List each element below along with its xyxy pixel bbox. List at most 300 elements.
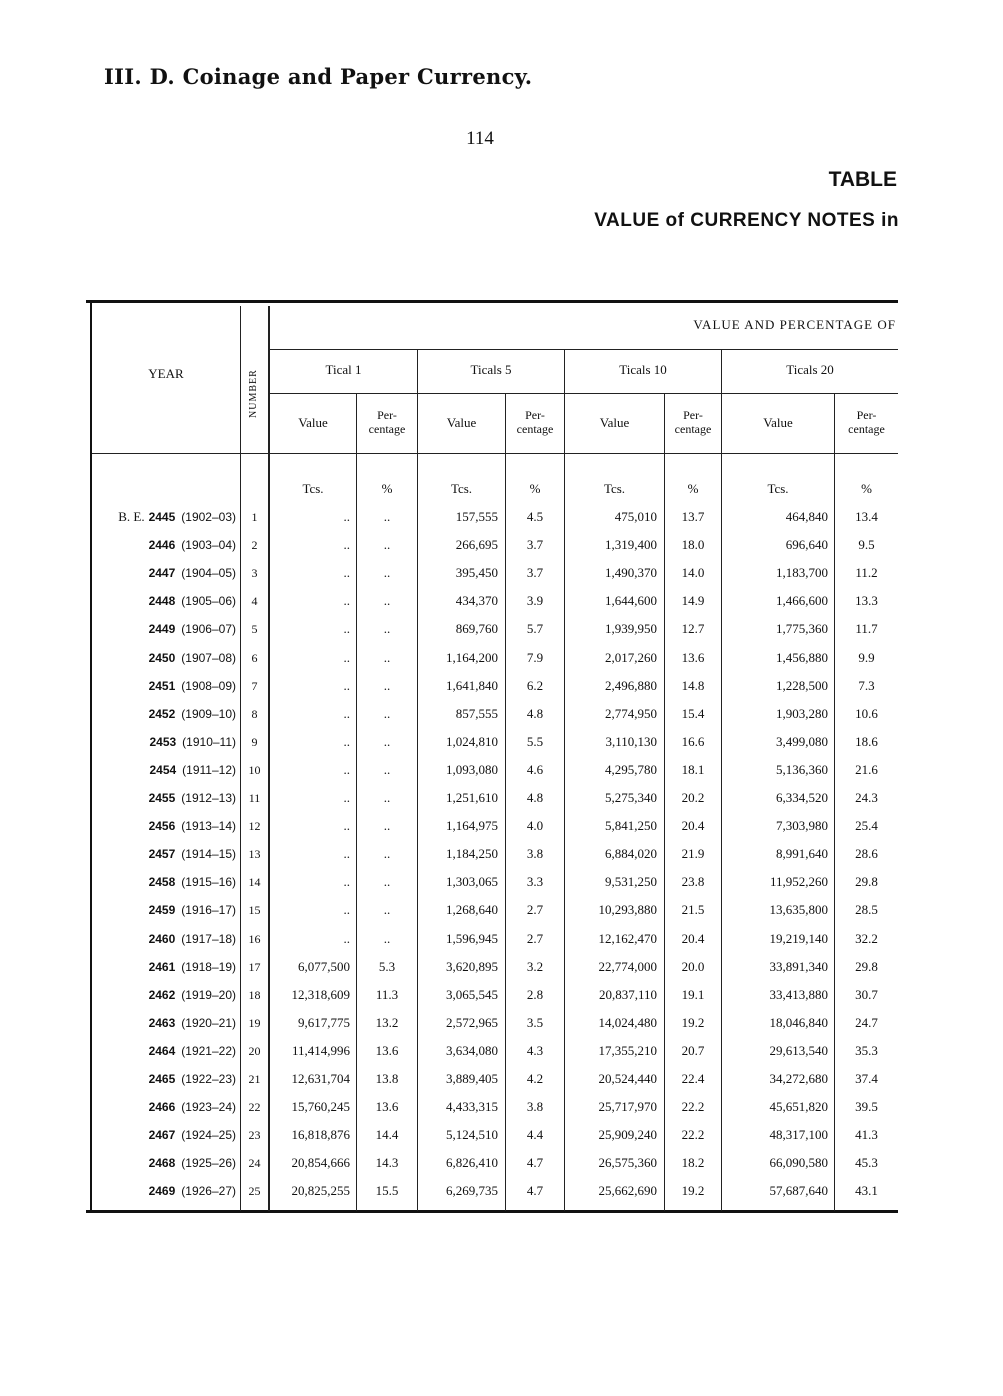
gregorian-years: (1909–10) [181, 706, 236, 721]
value-cell: .. [343, 677, 350, 693]
number-cell: 5 [251, 622, 258, 637]
year-cell [86, 925, 236, 953]
percentage-cell: 10.6 [855, 705, 878, 721]
year-cell [86, 644, 236, 672]
value-cell: 19,219,140 [769, 930, 828, 946]
buddhist-era-year: 2455 [148, 791, 176, 805]
percentage-cell: 11.7 [855, 621, 878, 637]
percentage-cell: 21.9 [681, 846, 705, 862]
buddhist-era-year: 2448 [148, 594, 176, 609]
buddhist-era-year: 2460 [148, 931, 176, 946]
gregorian-years: (1923–24) [181, 1100, 236, 1115]
gregorian-years: (1907–08) [181, 650, 236, 665]
value-cell: 20,524,440 [598, 1071, 657, 1086]
percentage-cell: 4.4 [526, 1127, 544, 1143]
value-cell: 10,293,880 [598, 902, 657, 918]
header-rule [92, 453, 898, 454]
percentage-cell: 28.6 [855, 846, 878, 862]
gregorian-years: (1910–11) [182, 734, 236, 749]
percentage-cell: 4.7 [526, 1183, 544, 1199]
year-cell [86, 812, 236, 840]
value-cell: 9,617,775 [298, 1014, 350, 1030]
percentage-cell: 13.6 [375, 1099, 399, 1115]
number-cell: 20 [248, 1043, 261, 1058]
number-cell: 22 [248, 1100, 261, 1115]
number-cell: 10 [248, 762, 261, 777]
buddhist-era-year: 2463 [148, 1015, 176, 1030]
number-cell: 16 [248, 931, 261, 946]
percentage-cell: 13.4 [855, 509, 878, 524]
value-cell: 15,760,245 [291, 1099, 350, 1115]
value-cell: 1,596,945 [446, 930, 498, 946]
percentage-cell: 12.7 [681, 621, 705, 637]
percentage-header: Per- centage [368, 408, 406, 436]
percentage-cell: 19.2 [681, 1183, 705, 1199]
value-cell: 7,303,980 [776, 818, 828, 834]
percentage-cell: 5.7 [526, 621, 544, 637]
value-cell: 2,017,260 [605, 649, 657, 665]
percentage-header: Per- centage [848, 408, 885, 436]
value-cell: 20,837,110 [598, 986, 657, 1002]
buddhist-era-year: 2445 [148, 510, 176, 524]
percentage-cell: 20.4 [681, 930, 705, 946]
value-cell: 857,555 [455, 705, 498, 721]
percentage-header: Per- centage [516, 408, 554, 436]
number-cell: 23 [248, 1128, 261, 1143]
percentage-cell: .. [383, 874, 391, 890]
gregorian-years: (1922–23) [181, 1072, 236, 1086]
percentage-cell: .. [383, 677, 391, 693]
percentage-cell: 25.4 [855, 818, 878, 834]
percentage-cell: 13.6 [375, 1042, 399, 1058]
value-cell: 1,466,600 [776, 593, 828, 609]
year-cell [86, 1037, 236, 1065]
percentage-cell: 18.6 [855, 733, 878, 749]
denomination-tical-1: Tical 1 [325, 362, 362, 377]
percentage-cell: 41.3 [855, 1127, 878, 1143]
value-cell: 6,826,410 [446, 1155, 498, 1171]
percentage-cell: 13.6 [681, 649, 705, 665]
gregorian-years: (1905–06) [181, 594, 236, 609]
value-cell: 3,889,405 [446, 1071, 498, 1086]
percentage-cell: 23.8 [681, 874, 705, 890]
percentage-cell: 13.3 [855, 593, 878, 609]
unit-label: % [529, 481, 541, 496]
percentage-cell: 45.3 [855, 1155, 878, 1171]
percentage-cell: 43.1 [855, 1183, 878, 1199]
percentage-cell: 5.5 [526, 733, 544, 749]
table-row [86, 953, 898, 981]
percentage-cell: 22.4 [681, 1071, 705, 1086]
value-cell: .. [343, 818, 350, 834]
value-cell: 6,077,500 [298, 958, 350, 974]
percentage-cell: 32.2 [855, 930, 878, 946]
percentage-cell: 28.5 [855, 902, 878, 918]
percentage-cell: .. [383, 846, 391, 862]
gregorian-years: (1924–25) [181, 1128, 236, 1143]
table-row [86, 784, 898, 812]
percentage-cell: 29.8 [855, 958, 878, 974]
percentage-cell: 4.2 [526, 1071, 544, 1086]
denomination-ticals-10: Ticals 10 [619, 362, 667, 377]
table-row [86, 531, 898, 559]
value-cell: .. [343, 565, 350, 581]
value-cell: 1,775,360 [776, 621, 828, 637]
year-cell [86, 868, 236, 896]
table-row [86, 503, 898, 531]
value-cell: 1,228,500 [776, 677, 828, 693]
buddhist-era-year: 2454 [149, 762, 177, 777]
table-row [86, 728, 898, 756]
value-cell: 9,531,250 [605, 874, 657, 890]
percentage-cell: .. [383, 790, 391, 805]
value-cell: 696,640 [785, 537, 828, 553]
buddhist-era-year: 2449 [148, 622, 176, 637]
year-cell [86, 503, 236, 531]
gregorian-years: (1919–20) [181, 987, 236, 1002]
buddhist-era-year: 2459 [148, 903, 176, 918]
value-cell: .. [343, 649, 350, 665]
gregorian-years: (1908–09) [181, 678, 236, 693]
gregorian-years: (1913–14) [181, 819, 236, 834]
value-cell: 6,334,520 [776, 790, 828, 805]
value-cell: 6,884,020 [605, 846, 657, 862]
value-cell: 25,909,240 [598, 1127, 657, 1143]
percentage-cell: 4.8 [526, 790, 544, 805]
value-cell: 266,695 [455, 537, 498, 553]
number-cell: 6 [251, 650, 258, 665]
buddhist-era-year: 2466 [148, 1100, 176, 1115]
value-cell: .. [343, 930, 350, 946]
value-cell: 4,295,780 [605, 761, 657, 777]
unit-label: Tcs. [603, 481, 626, 496]
percentage-cell: 15.5 [375, 1183, 399, 1199]
value-cell: 3,634,080 [446, 1042, 498, 1058]
year-cell [86, 728, 236, 756]
percentage-cell: 4.6 [526, 761, 544, 777]
buddhist-era-year: 2465 [148, 1072, 176, 1086]
gregorian-years: (1911–12) [182, 762, 236, 777]
buddhist-era-year: 2450 [148, 650, 176, 665]
currency-table [86, 300, 898, 1216]
percentage-cell: 13.2 [375, 1014, 399, 1030]
percentage-cell: 4.0 [526, 818, 544, 834]
number-cell: 24 [248, 1156, 261, 1171]
year-cell [86, 840, 236, 868]
percentage-cell: 14.9 [681, 593, 705, 609]
value-cell: 25,717,970 [598, 1099, 657, 1115]
percentage-cell: 22.2 [681, 1127, 705, 1143]
value-cell: 11,952,260 [769, 874, 828, 890]
gregorian-years: (1902–03) [181, 510, 236, 524]
buddhist-era-year: 2456 [148, 819, 176, 834]
value-cell: 66,090,580 [769, 1155, 828, 1171]
percentage-cell: 30.7 [855, 986, 878, 1002]
percentage-cell: 4.7 [526, 1155, 544, 1171]
number-cell: 13 [248, 847, 261, 862]
value-cell: 1,903,280 [776, 705, 828, 721]
number-cell: 12 [248, 819, 261, 834]
buddhist-era-year: 2461 [148, 959, 176, 974]
gregorian-years: (1914–15) [181, 847, 236, 862]
percentage-cell: 18.0 [681, 537, 705, 553]
percentage-cell: 35.3 [855, 1042, 878, 1058]
percentage-cell: 11.3 [375, 986, 399, 1002]
value-cell: 34,272,680 [769, 1071, 828, 1086]
unit-label: Tcs. [302, 481, 324, 496]
value-cell: 157,555 [455, 509, 498, 524]
value-cell: .. [343, 593, 350, 609]
gregorian-years: (1921–22) [181, 1043, 236, 1058]
value-header: Value [599, 415, 630, 430]
percentage-cell: 3.9 [526, 593, 544, 609]
table-row [86, 615, 898, 643]
percentage-cell: 14.8 [681, 677, 705, 693]
percentage-cell: .. [383, 902, 391, 918]
value-cell: .. [343, 705, 350, 721]
percentage-cell: 3.2 [526, 958, 544, 974]
percentage-cell: 21.5 [681, 902, 705, 918]
percentage-cell: 3.8 [526, 846, 544, 862]
value-cell: 1,456,880 [776, 649, 828, 665]
table-row [86, 700, 898, 728]
percentage-cell: .. [383, 565, 391, 581]
table-row [86, 896, 898, 924]
denomination-ticals-20: Ticals 20 [786, 362, 834, 377]
value-cell: 20,825,255 [291, 1183, 350, 1199]
value-cell: 26,575,360 [598, 1155, 657, 1171]
value-header: Value [298, 415, 328, 430]
page-number: 114 [466, 128, 494, 149]
table-row [86, 587, 898, 615]
gregorian-years: (1904–05) [181, 566, 236, 581]
percentage-cell: 7.9 [526, 649, 544, 665]
value-cell: 18,046,840 [769, 1014, 828, 1030]
buddhist-era-year: 2467 [148, 1128, 176, 1143]
table-row [86, 868, 898, 896]
value-cell: 2,496,880 [605, 677, 657, 693]
percentage-cell: 13.7 [681, 509, 705, 524]
value-header: Value [763, 415, 793, 430]
gregorian-years: (1926–27) [181, 1184, 236, 1199]
percentage-cell: 5.3 [378, 958, 396, 974]
percentage-cell: 4.5 [526, 509, 544, 524]
table-row [86, 925, 898, 953]
percentage-cell: 20.0 [681, 958, 705, 974]
gregorian-years: (1912–13) [181, 791, 236, 805]
value-cell: .. [343, 761, 350, 777]
value-cell: 14,024,480 [598, 1014, 657, 1030]
percentage-cell: 24.3 [855, 790, 878, 805]
percentage-cell: 11.2 [855, 565, 878, 581]
table-row [86, 1009, 898, 1037]
percentage-cell: 14.3 [375, 1155, 399, 1171]
value-cell: 2,572,965 [446, 1014, 498, 1030]
buddhist-era-year: 2457 [148, 847, 176, 862]
percentage-cell: 24.7 [855, 1014, 878, 1030]
table-bottom-rule [86, 1210, 898, 1213]
header-rule [270, 349, 898, 350]
header-rule [270, 393, 898, 394]
percentage-cell: 9.5 [858, 537, 875, 553]
number-cell: 25 [248, 1184, 261, 1199]
table-row [86, 672, 898, 700]
table-title: VALUE of CURRENCY NOTES in [594, 210, 899, 231]
buddhist-era-year: 2453 [149, 734, 177, 749]
value-cell: .. [343, 846, 350, 862]
number-cell: 17 [248, 959, 261, 974]
percentage-cell: 4.3 [526, 1042, 544, 1058]
year-cell [86, 587, 236, 615]
percentage-header: Per- centage [674, 408, 712, 436]
table-row [86, 1065, 898, 1093]
value-cell: .. [343, 733, 350, 749]
unit-label: % [861, 481, 872, 496]
value-cell: .. [343, 902, 350, 918]
year-cell [86, 896, 236, 924]
table-row [86, 812, 898, 840]
value-cell: 1,641,840 [446, 677, 498, 693]
number-cell: 7 [251, 678, 258, 693]
value-cell: 1,024,810 [446, 733, 498, 749]
unit-label: % [687, 481, 699, 496]
percentage-cell: 20.4 [681, 818, 705, 834]
percentage-cell: 13.8 [375, 1071, 399, 1086]
percentage-cell: 22.2 [681, 1099, 705, 1115]
group-header: VALUE AND PERCENTAGE OF [693, 317, 896, 332]
percentage-cell: .. [383, 705, 391, 721]
value-cell: 1,644,600 [605, 593, 657, 609]
percentage-cell: 19.1 [681, 986, 705, 1002]
percentage-cell: 18.1 [681, 761, 705, 777]
percentage-cell: 3.7 [526, 565, 544, 581]
percentage-cell: .. [383, 930, 391, 946]
table-row [86, 840, 898, 868]
year-cell [86, 981, 236, 1009]
buddhist-era-year: 2458 [148, 875, 176, 890]
percentage-cell: 2.7 [526, 930, 544, 946]
value-cell: 4,433,315 [446, 1099, 498, 1115]
buddhist-era-year: 2464 [148, 1043, 176, 1058]
percentage-cell: 3.7 [526, 537, 544, 553]
year-cell [86, 756, 236, 784]
percentage-cell: 2.7 [526, 902, 544, 918]
number-cell: 19 [248, 1015, 261, 1030]
percentage-cell: 29.8 [855, 874, 878, 890]
value-cell: 434,370 [455, 593, 498, 609]
value-cell: .. [343, 621, 350, 637]
value-cell: 57,687,640 [769, 1183, 828, 1199]
gregorian-years: (1918–19) [181, 959, 236, 974]
percentage-cell: 3.5 [526, 1014, 544, 1030]
value-cell: 33,891,340 [769, 958, 828, 974]
section-title: III. D. Coinage and Paper Currency. [104, 64, 533, 89]
number-header: NUMBER [248, 369, 259, 418]
buddhist-era-year: 2451 [148, 678, 176, 693]
year-cell [86, 1009, 236, 1037]
value-cell: 1,319,400 [605, 537, 657, 553]
number-cell: 9 [251, 734, 258, 749]
value-cell: 475,010 [614, 509, 657, 524]
table-top-rule [86, 300, 898, 303]
percentage-cell: 2.8 [526, 986, 544, 1002]
year-cell [86, 1177, 236, 1205]
year-cell [86, 559, 236, 587]
value-cell: 5,136,360 [776, 761, 828, 777]
value-cell: 13,635,800 [769, 902, 828, 918]
value-cell: 25,662,690 [598, 1183, 657, 1199]
table-row [86, 1177, 898, 1205]
value-cell: 33,413,880 [769, 986, 828, 1002]
number-cell: 2 [251, 538, 258, 553]
value-cell: 3,110,130 [605, 733, 657, 749]
gregorian-years: (1906–07) [181, 622, 236, 637]
gregorian-years: (1917–18) [181, 931, 236, 946]
gregorian-years: (1920–21) [181, 1015, 236, 1030]
year-cell [86, 672, 236, 700]
percentage-cell: 15.4 [681, 705, 705, 721]
number-cell: 21 [248, 1072, 261, 1086]
gregorian-years: (1903–04) [181, 538, 236, 553]
year-cell [86, 784, 236, 812]
value-cell: .. [343, 537, 350, 553]
value-cell: 869,760 [455, 621, 498, 637]
unit-label: % [381, 481, 393, 496]
value-cell: 1,251,610 [446, 790, 498, 805]
value-cell: 1,093,080 [446, 761, 498, 777]
percentage-cell: 3.8 [526, 1099, 544, 1115]
year-cell [86, 615, 236, 643]
value-cell: .. [343, 874, 350, 890]
percentage-cell: .. [383, 593, 391, 609]
percentage-cell: 39.5 [855, 1099, 878, 1115]
percentage-cell: .. [383, 537, 391, 553]
year-cell [86, 1121, 236, 1149]
buddhist-era-year: 2469 [148, 1184, 176, 1199]
value-cell: 11,414,996 [291, 1042, 350, 1058]
value-cell: 3,065,545 [446, 986, 498, 1002]
percentage-cell: .. [383, 818, 391, 834]
value-cell: 2,774,950 [605, 705, 657, 721]
buddhist-era-year: 2452 [148, 706, 176, 721]
buddhist-era-year: 2462 [148, 987, 176, 1002]
percentage-cell: 19.2 [681, 1014, 705, 1030]
value-cell: 1,268,640 [446, 902, 498, 918]
percentage-cell: 4.8 [526, 705, 544, 721]
table-row [86, 1149, 898, 1177]
percentage-cell: .. [383, 509, 391, 524]
percentage-cell: 14.4 [375, 1127, 399, 1143]
percentage-cell: .. [383, 733, 391, 749]
percentage-cell: 14.0 [681, 565, 705, 581]
percentage-cell: 20.7 [681, 1042, 705, 1058]
percentage-cell: 9.9 [858, 649, 875, 665]
table-row [86, 756, 898, 784]
percentage-cell: .. [383, 649, 391, 665]
value-cell: 3,499,080 [776, 733, 828, 749]
percentage-cell: 18.2 [681, 1155, 705, 1171]
percentage-cell: 37.4 [855, 1071, 878, 1086]
value-cell: 22,774,000 [598, 958, 657, 974]
percentage-cell: 16.6 [681, 733, 705, 749]
value-cell: .. [343, 509, 350, 524]
value-cell: .. [343, 790, 350, 805]
gregorian-years: (1925–26) [181, 1156, 236, 1171]
table-label: TABLE [828, 168, 897, 191]
year-header: YEAR [148, 366, 184, 381]
value-header: Value [446, 415, 477, 430]
table-row [86, 559, 898, 587]
